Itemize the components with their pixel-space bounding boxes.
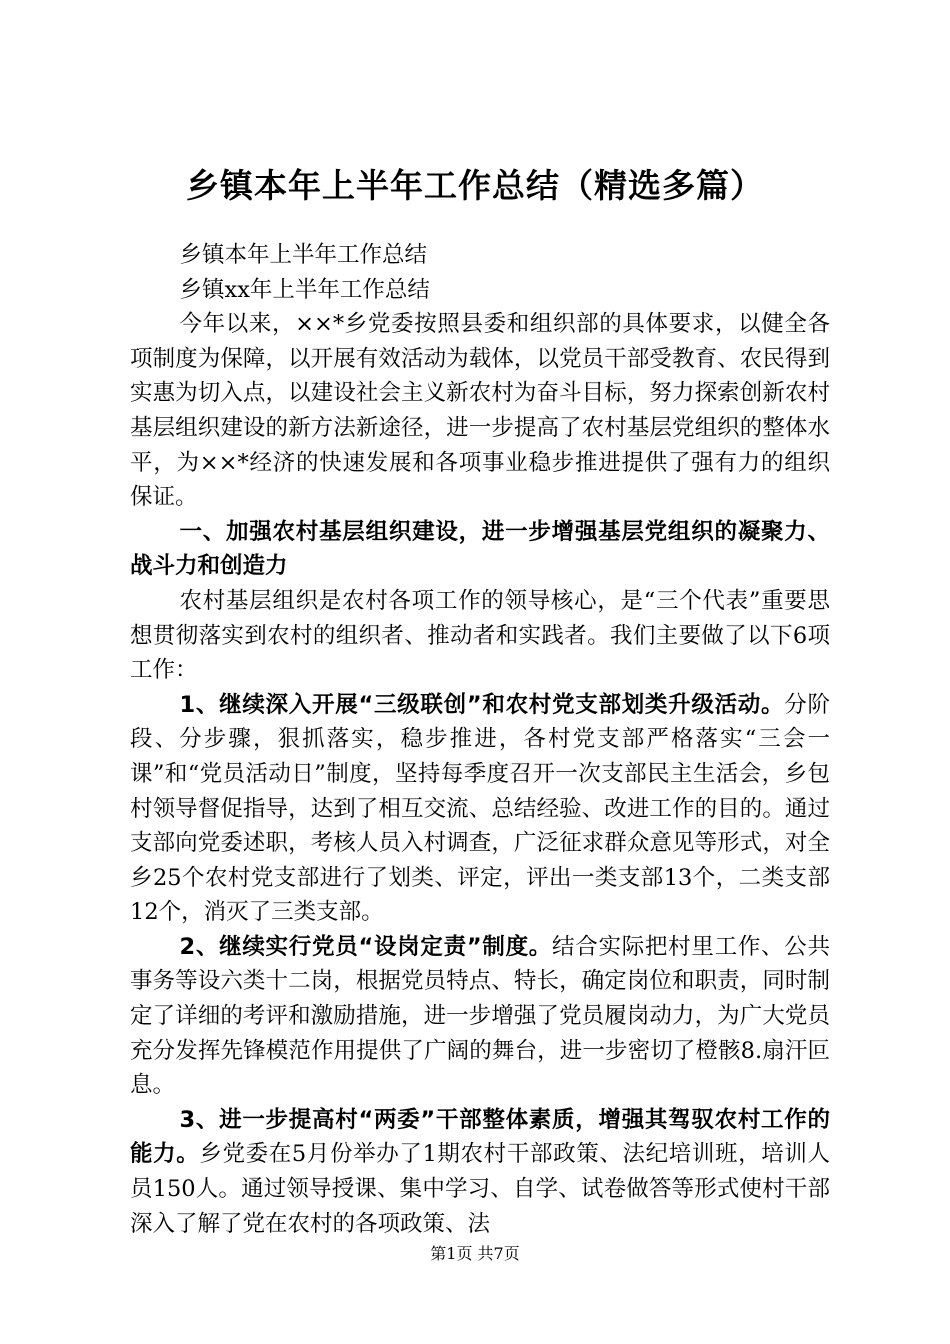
item-2-lead: 2、继续实行党员“设岗定责”制度。 [179,933,553,960]
item-2-paragraph [130,930,830,1103]
document-title: 乡镇本年上半年工作总结（精选多篇） [186,166,764,205]
section-1-intro: 农村基层组织是农村各项工作的领导核心，是“三个代表”重要思想贯彻落实到农村的组织者、推动者和实践者。我们主要做了以下6项工作： [130,587,830,684]
section-1-heading: 一、加强农村基层组织建设，进一步增强基层党组织的凝聚力、战斗力和创造力 [130,518,830,580]
subtitle-2: 乡镇xx年上半年工作总结 [179,276,430,303]
item-3-paragraph [130,1103,830,1241]
subtitle-1: 乡镇本年上半年工作总结 [179,242,428,268]
item-3-lead: 3、进一步提高村“两委”干部整体素质，增强其驾驭农村工作的能力。 [130,1106,830,1168]
item-3-body: 乡党委在5月份举办了1期农村干部政策、法纪培训班，培训人员150人。通过领导授课、集中学习、自学、试卷做答等形式使村干部深入了解了党在农村的各项政策、法 [130,1141,830,1237]
intro-paragraph: 今年以来，××*乡党委按照县委和组织部的具体要求，以健全各项制度为保障，以开展有效活动为载体，以党员干部受教育、农民得到实惠为切入点，以建设社会主义新农村为奋斗目标，努力探索创新农村基层组织建设的新方法新途径，进一步提高了农村基层党组织的整体水平，为××*经济的快速发展和各项事业稳步推进提供了强有力的组织保证。 [130,311,830,511]
item-2-body: 结合实际把村里工作、公共事务等设六类十二岗，根据党员特点、特长，确定岗位和职责，同时制定了详细的考评和激励措施，进一步增强了党员履岗动力，为广大党员充分发挥先锋模范作用提供了广阔的舞台，进一步密切了橙骸8.扇汗叵息。 [130,933,830,1099]
item-1-lead: 1、继续深入开展“三级联创”和农村党支部划类升级活动。 [179,691,785,718]
item-1-paragraph [130,688,830,930]
document-body [130,238,830,1241]
page-footer: 第1页 共7页 [430,1244,520,1263]
item-1-body: 分阶段、分步骤，狠抓落实，稳步推进，各村党支部严格落实“三会一课”和“党员活动日”制度，坚持每季度召开一次支部民主生活会，乡包村领导督促指导，达到了相互交流、总结经验、改进工作的目的。通过支部向党委述职，考核人员入村调查，广泛征求群众意见等形式，对全乡25个农村党支部进行了划类、评定，评出一类支部13个，二类支部12个，消灭了三类支部。 [130,691,830,926]
